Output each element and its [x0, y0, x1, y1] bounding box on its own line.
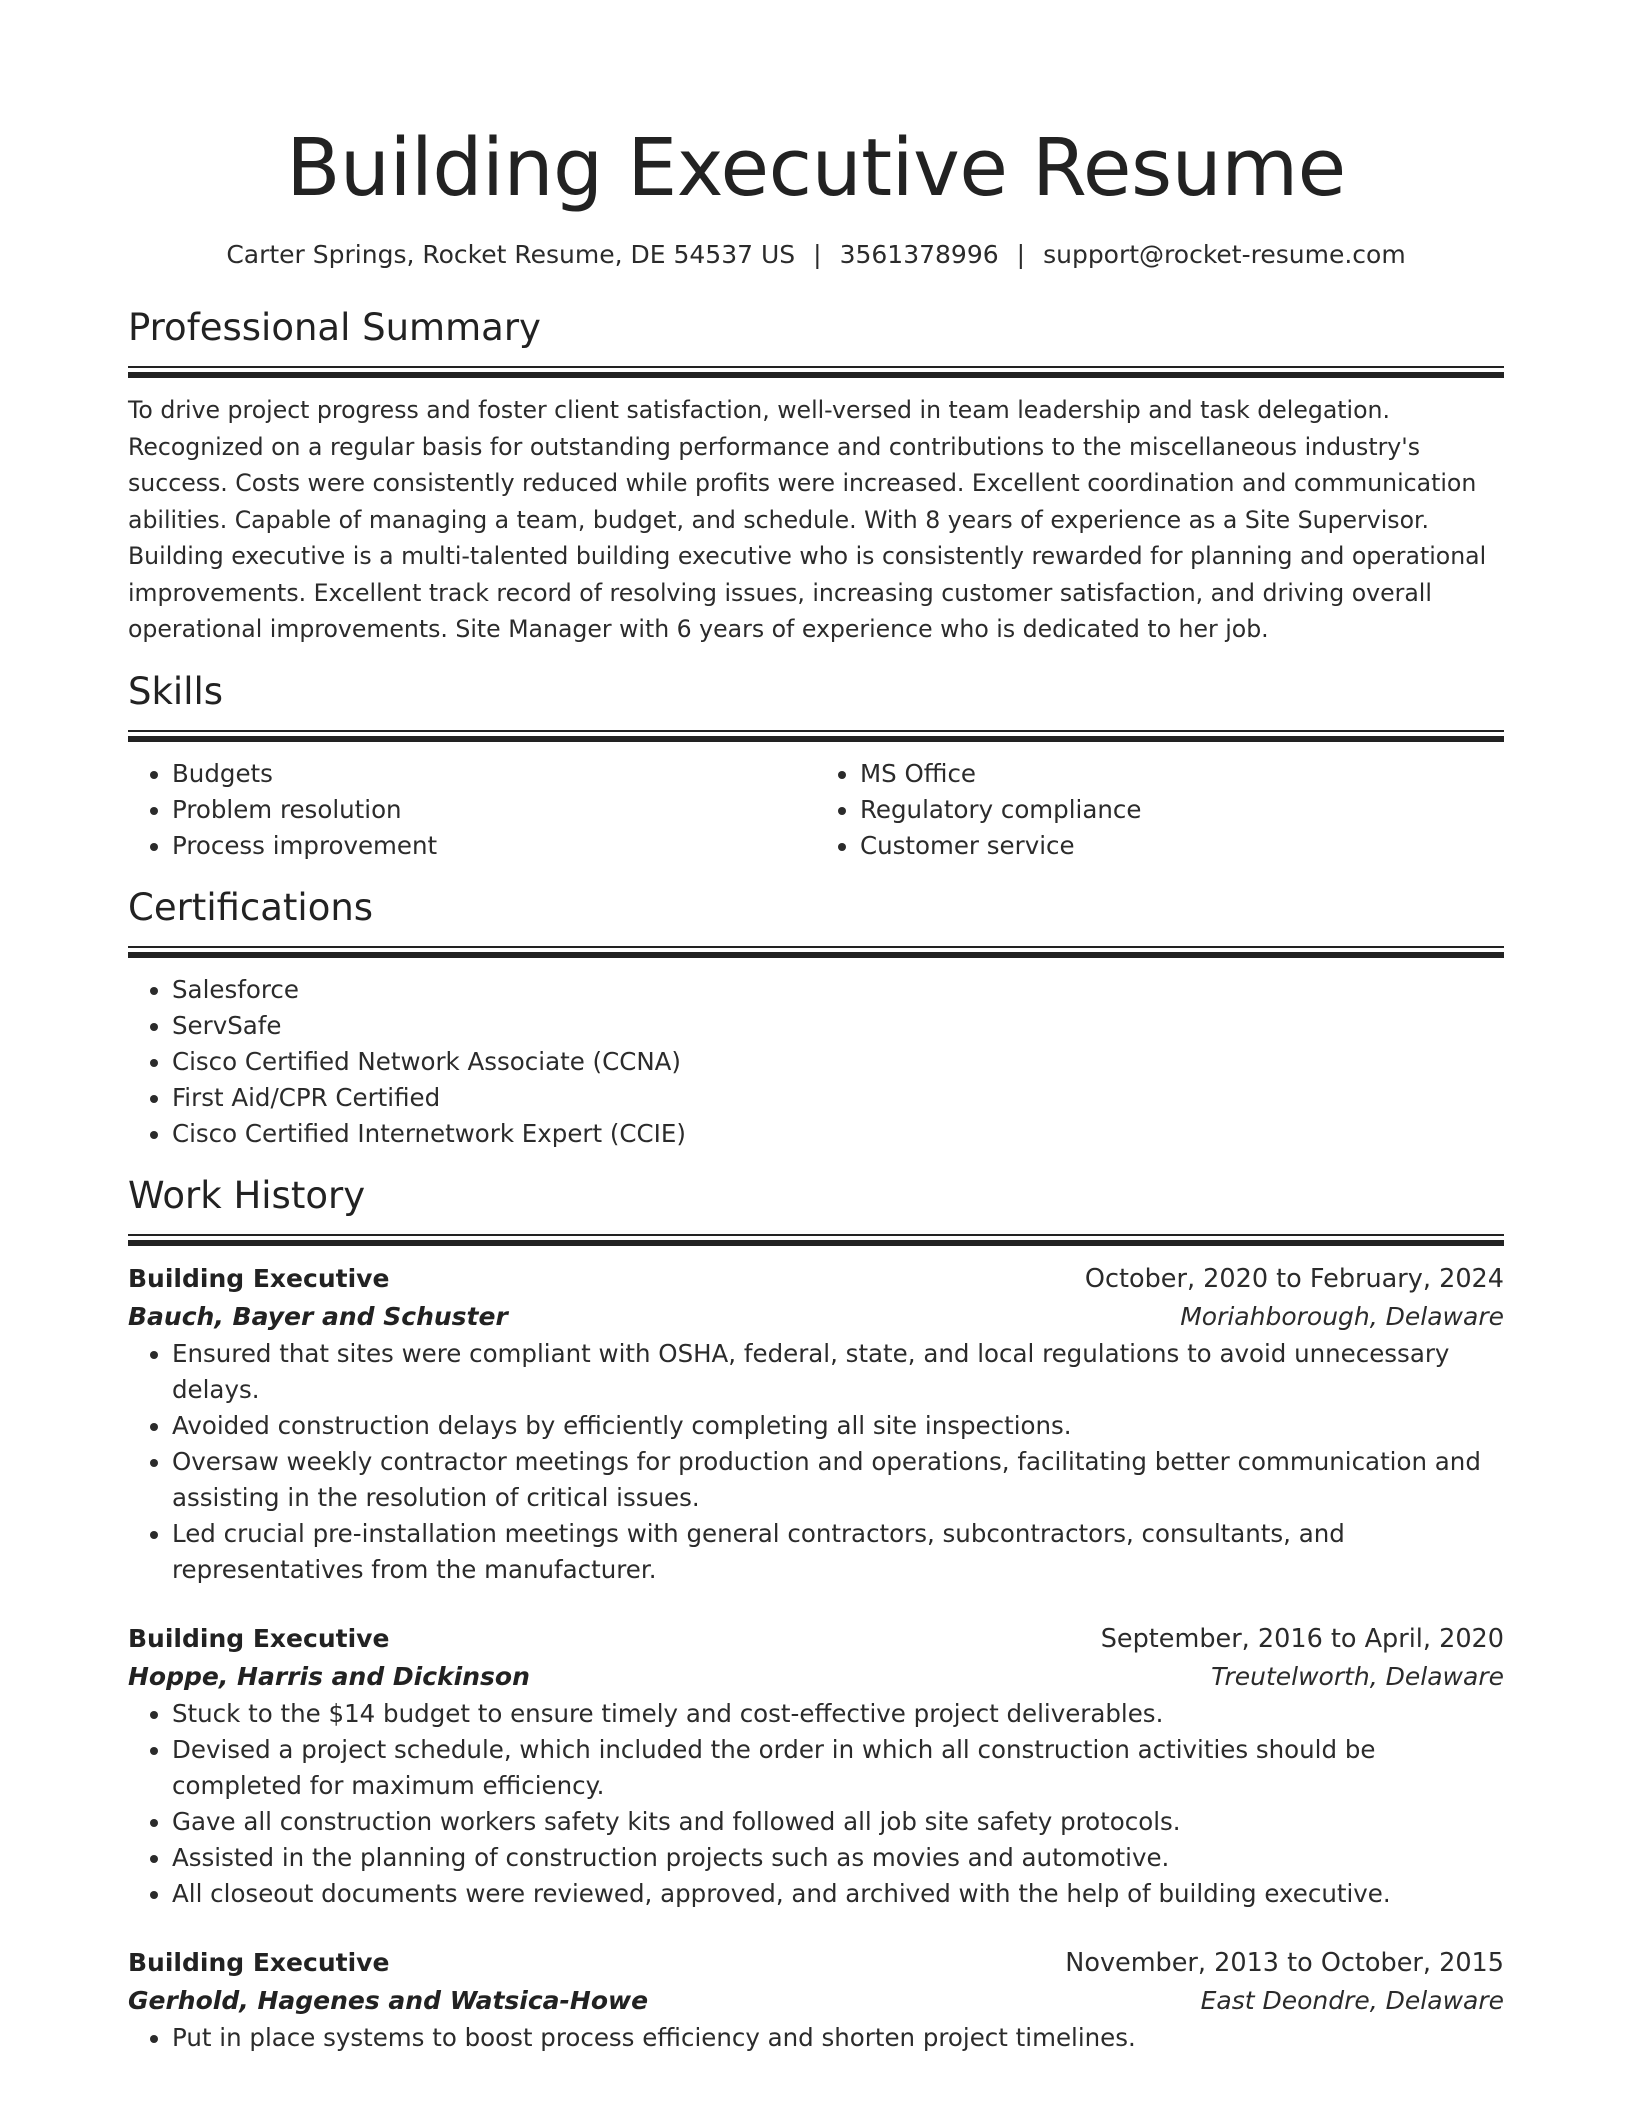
contact-line — [128, 238, 1504, 272]
job-company: Gerhold, Hagenes and Watsica-Howe — [128, 1985, 649, 2015]
job-duties-list — [128, 2020, 1504, 2056]
certifications-list — [128, 972, 1504, 1152]
job-entry — [128, 1260, 1504, 1588]
job-company: Bauch, Bayer and Schuster — [128, 1301, 508, 1331]
certification-item: • ServSafe — [172, 1008, 1504, 1044]
summary-text: To drive project progress and foster client satisfaction, well-versed in team leadership and task delegation. Recognized on a regular basis for outstanding performance and contributions to the miscellaneous industry's success. Costs were consistently reduced while profits were increased. Excellent coordination and communication abilities. Capable of managing a team, budget, and schedule. With 8 years of experience as a Site Supervisor. Building executive is a multi-talented building executive who is consistently rewarded for planning and operational improvements. Excellent track record of resolving issues, increasing customer satisfaction, and driving overall operational improvements. Site Manager with 6 years of experience who is dedicated to her job. — [128, 396, 1487, 643]
job-duty-item: • Stuck to the $14 budget to ensure timely and cost-effective project deliverables. — [172, 1696, 1504, 1732]
section-divider — [128, 730, 1504, 742]
certifications-section — [128, 884, 1504, 1152]
job-duties-list — [128, 1696, 1504, 1912]
certification-item: • Salesforce — [172, 972, 1504, 1008]
job-title: Building Executive — [128, 1947, 390, 1977]
job-entry — [128, 1944, 1504, 2056]
skill-item: • Problem resolution — [172, 792, 816, 828]
section-divider — [128, 946, 1504, 958]
job-dates: September, 2016 to April, 2020 — [1100, 1623, 1504, 1654]
job-header-row — [128, 1260, 1504, 1298]
certification-item: • Cisco Certified Internetwork Expert (CCIE) — [172, 1116, 1504, 1152]
resume-title: Building Executive Resume — [286, 122, 1346, 214]
section-heading-skills: Skills — [128, 669, 224, 713]
job-subheader-row — [128, 1982, 1504, 2020]
summary-section — [128, 304, 1504, 648]
skill-item: • Budgets — [172, 756, 816, 792]
skills-list-right — [816, 756, 1504, 864]
contact-email: support@rocket-resume.com — [1043, 240, 1406, 269]
section-heading-work-history: Work History — [128, 1173, 366, 1217]
job-duty-item: • Assisted in the planning of construction projects such as movies and automotive. — [172, 1840, 1504, 1876]
job-location: East Deondre, Delaware — [1200, 1985, 1504, 2015]
job-header-row — [128, 1944, 1504, 1982]
contact-address: Carter Springs, Rocket Resume, DE 54537 US — [226, 240, 796, 269]
job-location: Moriahborough, Delaware — [1180, 1301, 1504, 1331]
job-header-row — [128, 1620, 1504, 1658]
job-dates: November, 2013 to October, 2015 — [1065, 1947, 1504, 1978]
section-divider — [128, 1234, 1504, 1246]
job-entry — [128, 1620, 1504, 1912]
skills-list-left — [128, 756, 816, 864]
skill-item: • Customer service — [860, 828, 1504, 864]
job-duty-item: • All closeout documents were reviewed, approved, and archived with the help of building executive. — [172, 1876, 1504, 1912]
skill-item: • Process improvement — [172, 828, 816, 864]
job-duty-item: • Put in place systems to boost process efficiency and shorten project timelines. — [172, 2020, 1504, 2056]
job-duty-item: • Led crucial pre-installation meetings with general contractors, subcontractors, consultants, and representatives from the manufacturer. — [172, 1516, 1504, 1588]
job-duty-item: • Ensured that sites were compliant with OSHA, federal, state, and local regulations to avoid unnecessary delays. — [172, 1336, 1504, 1408]
job-duties-list — [128, 1336, 1504, 1588]
job-subheader-row — [128, 1298, 1504, 1336]
contact-phone: 3561378996 — [839, 240, 999, 269]
job-duty-item: • Devised a project schedule, which included the order in which all construction activities should be completed for maximum efficiency. — [172, 1732, 1504, 1804]
job-subheader-row — [128, 1658, 1504, 1696]
job-title: Building Executive — [128, 1623, 390, 1653]
job-duty-item: • Avoided construction delays by efficiently completing all site inspections. — [172, 1408, 1504, 1444]
job-title: Building Executive — [128, 1263, 390, 1293]
job-duty-item: • Oversaw weekly contractor meetings for production and operations, facilitating better communication and assisting in the resolution of critical issues. — [172, 1444, 1504, 1516]
job-company: Hoppe, Harris and Dickinson — [128, 1661, 530, 1691]
job-duty-item: • Gave all construction workers safety kits and followed all job site safety protocols. — [172, 1804, 1504, 1840]
certification-item: • First Aid/CPR Certified — [172, 1080, 1504, 1116]
contact-separator: | — [1016, 240, 1026, 269]
skill-item: • Regulatory compliance — [860, 792, 1504, 828]
skills-grid — [128, 756, 1504, 864]
work-history-section — [128, 1172, 1504, 2056]
section-heading-summary: Professional Summary — [128, 306, 541, 349]
job-dates: October, 2020 to February, 2024 — [1084, 1263, 1504, 1294]
section-divider — [128, 366, 1504, 378]
certification-item: • Cisco Certified Network Associate (CCNA) — [172, 1044, 1504, 1080]
skill-item: • MS Office — [860, 756, 1504, 792]
job-location: Treutelworth, Delaware — [1211, 1661, 1504, 1691]
skills-section — [128, 668, 1504, 864]
contact-separator: | — [813, 240, 822, 269]
section-heading-certifications: Certifications — [128, 885, 374, 929]
